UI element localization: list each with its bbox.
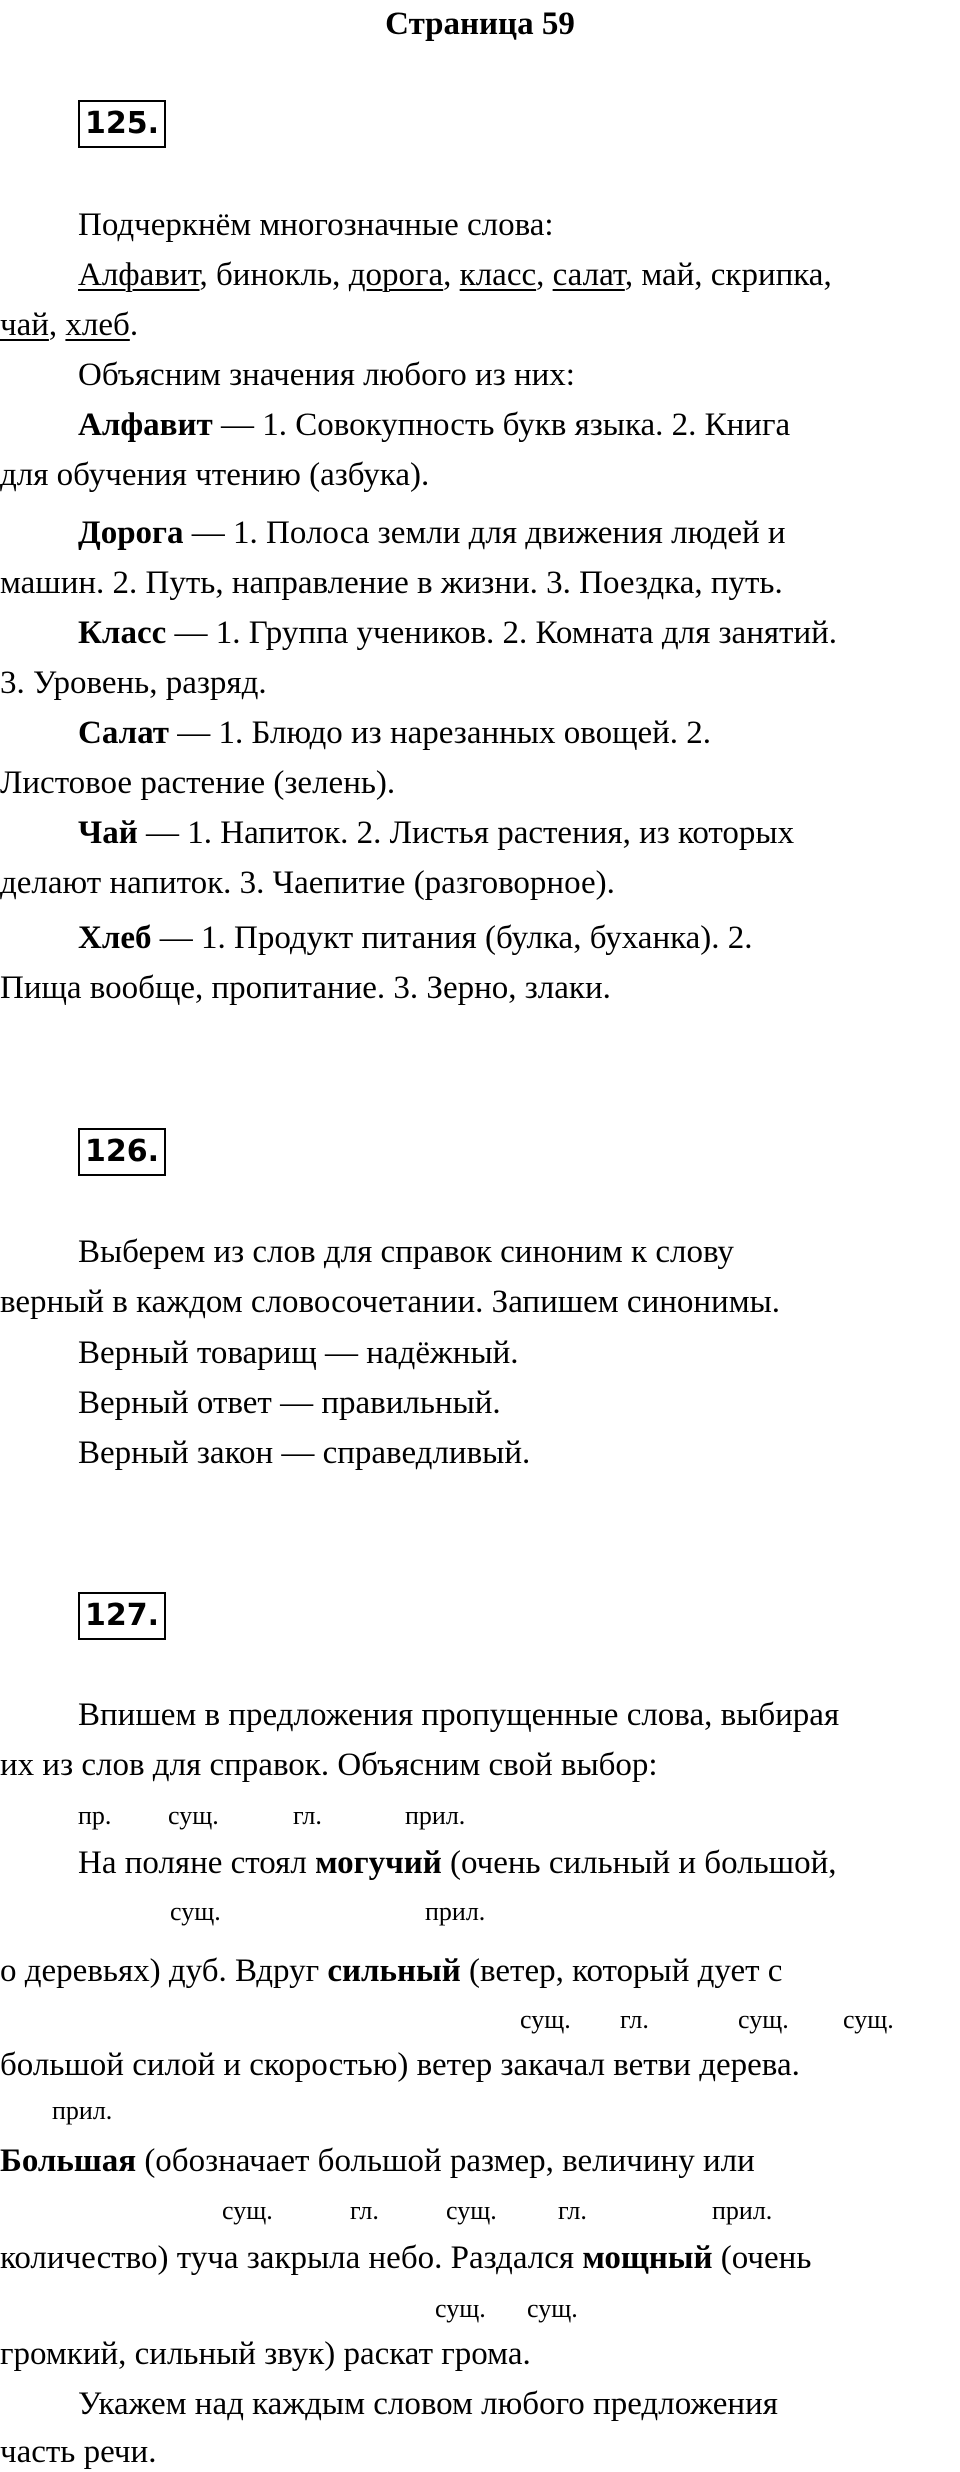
- definition-klass: Класс — 1. Группа учеников. 2. Комната для занятий.: [78, 615, 838, 651]
- part-of-speech-label: гл.: [558, 2196, 587, 2225]
- exercise-125-intro: Подчеркнём многозначные слова:: [78, 207, 554, 243]
- part-of-speech-label: сущ.: [520, 2005, 571, 2034]
- definition-chai: Чай — 1. Напиток. 2. Листья растения, из которых: [78, 815, 795, 851]
- page-title: Страница 59: [385, 6, 575, 42]
- exercise-125-explain-intro: Объясним значения любого из них:: [78, 357, 575, 393]
- underlined-word: класс: [459, 257, 537, 293]
- definition-hleb: Хлеб — 1. Продукт питания (булка, буханка). 2.: [78, 920, 753, 956]
- part-of-speech-label: сущ.: [170, 1897, 221, 1926]
- underlined-word: салат: [552, 257, 625, 293]
- term: Чай: [78, 815, 138, 851]
- exercise-127-sentence: количество) туча закрыла небо. Раздался мощный (очень: [0, 2240, 812, 2276]
- part-of-speech-label: сущ.: [435, 2294, 486, 2323]
- definition-hleb-cont: Пища вообще, пропитание. 3. Зерно, злаки.: [0, 970, 611, 1006]
- part-of-speech-label: сущ.: [446, 2196, 497, 2225]
- exercise-126-line: Верный закон — справедливый.: [78, 1435, 531, 1471]
- definition-alfavit-cont: для обучения чтению (азбука).: [0, 457, 430, 493]
- part-of-speech-label: прил.: [405, 1801, 466, 1830]
- exercise-126-line: Верный товарищ — надёжный.: [78, 1335, 519, 1371]
- part-of-speech-label: прил.: [52, 2096, 113, 2125]
- term: Салат: [78, 715, 169, 751]
- exercise-127-sentence: Большая (обозначает большой размер, величину или: [0, 2143, 755, 2179]
- part-of-speech-label: сущ.: [738, 2005, 789, 2034]
- term: Алфавит: [78, 407, 213, 443]
- definition-salat-cont: Листовое растение (зелень).: [0, 765, 396, 801]
- underlined-word: чай: [0, 307, 49, 343]
- exercise-127-sentence: о деревьях) дуб. Вдруг сильный (ветер, который дует с: [0, 1953, 783, 1989]
- definition-doroga: Дорога — 1. Полоса земли для движения людей и: [78, 515, 786, 551]
- inserted-word: могучий: [315, 1845, 442, 1881]
- exercise-126-line: верный в каждом словосочетании. Запишем синонимы.: [0, 1284, 781, 1320]
- part-of-speech-label: пр.: [78, 1801, 112, 1830]
- exercise-number-126: 126.: [78, 1128, 166, 1176]
- part-of-speech-label: сущ.: [843, 2005, 894, 2034]
- exercise-127-line: Укажем над каждым словом любого предложения: [78, 2386, 778, 2422]
- term: Хлеб: [78, 920, 152, 956]
- exercise-127-line: их из слов для справок. Объясним свой выбор:: [0, 1747, 658, 1783]
- exercise-127-line: часть речи.: [0, 2434, 157, 2470]
- part-of-speech-label: сущ.: [168, 1801, 219, 1830]
- inserted-word: мощный: [582, 2240, 713, 2276]
- part-of-speech-label: сущ.: [222, 2196, 273, 2225]
- exercise-125-word-list: Алфавит, бинокль, дорога, класс, салат, май, скрипка,: [78, 257, 832, 293]
- exercise-127-line: Впишем в предложения пропущенные слова, выбирая: [78, 1697, 840, 1733]
- exercise-number-127: 127.: [78, 1592, 166, 1640]
- part-of-speech-label: прил.: [712, 2196, 773, 2225]
- term: Класс: [78, 615, 167, 651]
- exercise-126-line: Верный ответ — правильный.: [78, 1385, 501, 1421]
- exercise-127-sentence: громкий, сильный звук) раскат грома.: [0, 2336, 531, 2372]
- definition-salat: Салат — 1. Блюдо из нарезанных овощей. 2.: [78, 715, 712, 751]
- underlined-word: дорога: [348, 257, 444, 293]
- part-of-speech-label: гл.: [293, 1801, 322, 1830]
- part-of-speech-label: гл.: [350, 2196, 379, 2225]
- inserted-word: сильный: [327, 1953, 461, 1989]
- part-of-speech-label: гл.: [620, 2005, 649, 2034]
- exercise-126-line: Выберем из слов для справок синоним к слову: [78, 1234, 734, 1270]
- definition-doroga-cont: машин. 2. Путь, направление в жизни. 3. Поездка, путь.: [0, 565, 783, 601]
- definition-klass-cont: 3. Уровень, разряд.: [0, 665, 267, 701]
- part-of-speech-label: сущ.: [527, 2294, 578, 2323]
- underlined-word: хлеб: [65, 307, 130, 343]
- exercise-127-sentence: На поляне стоял могучий (очень сильный и большой,: [78, 1845, 837, 1881]
- exercise-number-125: 125.: [78, 100, 166, 148]
- exercise-127-sentence: большой силой и скоростью) ветер закачал ветви дерева.: [0, 2047, 800, 2083]
- exercise-125-word-list-cont: чай, хлеб.: [0, 307, 139, 343]
- term: Дорога: [78, 515, 184, 551]
- inserted-word: Большая: [0, 2143, 137, 2179]
- part-of-speech-label: прил.: [425, 1897, 486, 1926]
- underlined-word: Алфавит: [78, 257, 200, 293]
- definition-alfavit: Алфавит — 1. Совокупность букв языка. 2. Книга: [78, 407, 791, 443]
- definition-chai-cont: делают напиток. 3. Чаепитие (разговорное).: [0, 865, 615, 901]
